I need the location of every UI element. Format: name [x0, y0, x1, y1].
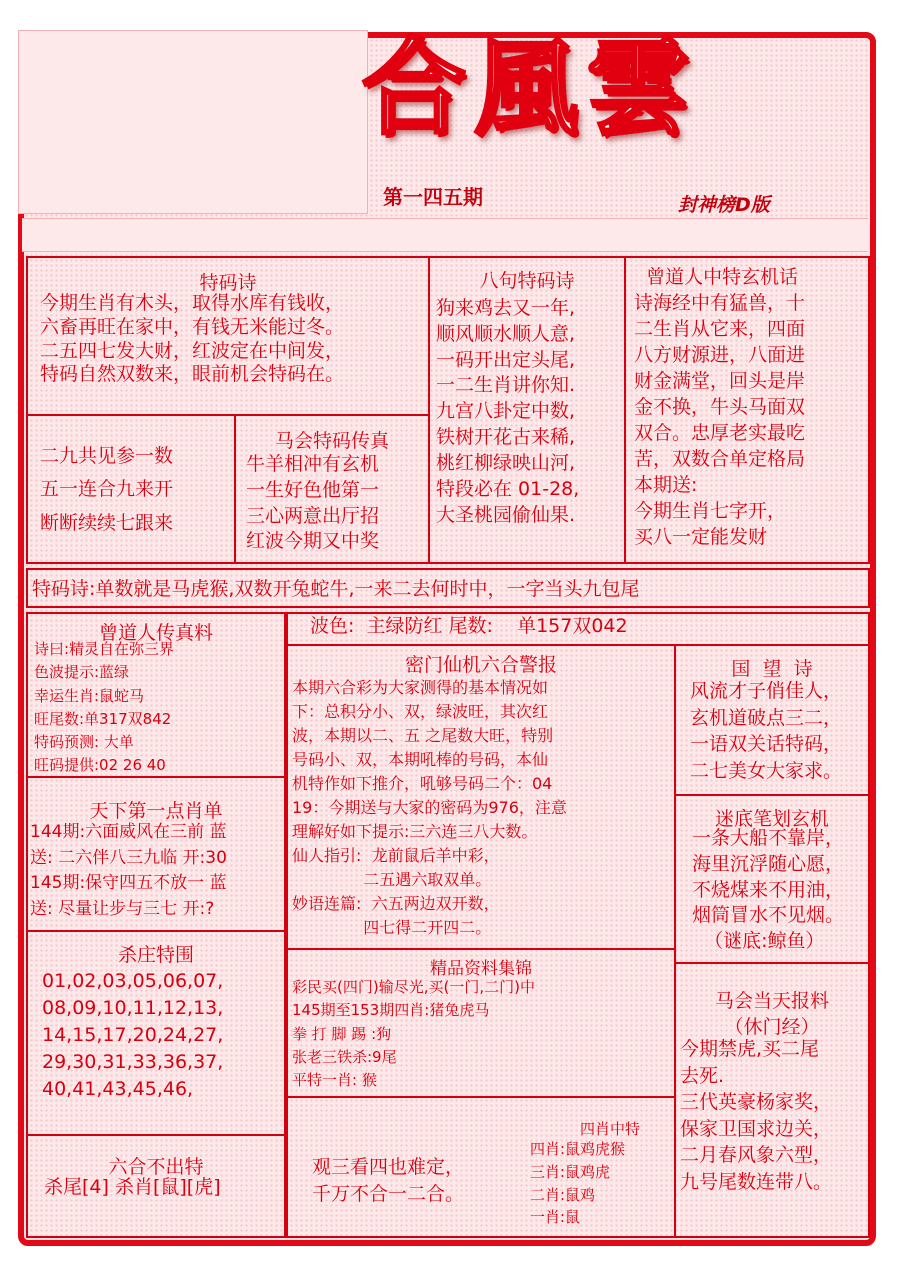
jingpin-lines: 彩民买(四门)输尽光,买(一门,二门)中 145期至153期四肖:猪兔虎马 拳 打 脚 踢 :狗 张老三铁杀:9尾 平特一肖: 猴 [292, 978, 535, 1089]
guowang-lines: 风流才子俏佳人， 玄机道破点三二， 一语双关话特码， 二七美女大家求。 [690, 680, 843, 782]
issue-number: 第一四五期 [383, 185, 483, 209]
poem-title: 特码诗 [199, 272, 257, 294]
tianxia-title: 天下第一点肖单 [89, 800, 223, 822]
mahui-title: 马会特码传真 [274, 430, 389, 452]
edition-label: 封神榜D版 [678, 194, 770, 216]
riddle-lines: 二九共见参一数 五一连合九来开 断断续续七跟来 [40, 445, 174, 534]
banner-text: 特码诗:单数就是马虎猴,双数开兔蛇牛,一来二去何时中，一字当头九包尾 [32, 578, 640, 600]
poem-lines: 今期生肖有木头，取得水库有钱收， 六畜再旺在家中，有钱无米能过冬。 二五四七发大财，红波定在中间发， 特码自然双数来，眼前机会特码在。 [40, 292, 345, 386]
header-band [22, 218, 868, 252]
jingpin-title: 精品资料集锦 [430, 959, 532, 979]
guowang-title: 国 望 诗 [731, 658, 813, 680]
zeng-lines: 诗曰:精灵自在弥三界 色波提示:蓝绿 幸运生肖:鼠蛇马 旺尾数:单317双842 特码预测: 大单 旺码提供:02 26 40 [34, 640, 175, 775]
midi-lines: 一条大船不靠岸， 海里沉浮随心愿， 不烧煤来不用油， 烟筒冒水不见烟。 （谜底:鲸鱼） [692, 827, 845, 953]
secret-lines: 本期六合彩为大家测得的基本情况如 下：总积分小、双，绿波旺，其次红 波，本期以二、五 之尾数大旺，特别 号码小、双，本期吼棒的号码，本仙 机特作如下推介，吼够号码二个：04 19：今期送与大家的密码为976，注意 理解好如下提示:三六连三八大数。 仙人指引: 龙前鼠后羊中彩， 二五遇六取双单。 妙语连篇: 六五两边双开数， 四七得二开四二。 [292, 678, 567, 937]
header-cover-box [18, 30, 368, 214]
midi-title: 迷底笔划玄机 [714, 808, 829, 830]
buchu-line: 杀尾[4] 杀肖[鼠][虎] [44, 1176, 221, 1198]
zeng-title: 曾道人传真料 [98, 622, 213, 644]
mahui-today-title: 马会当天报料 [714, 990, 829, 1012]
shazhuang-title: 杀庄特围 [117, 944, 194, 966]
sixiao-title: 四肖中特 [579, 1120, 640, 1138]
mahui-today-lines: 今期禁虎,买二尾 去死. 三代英豪杨家奖， 保家卫国求边关， 二月春风象六型， 九号尾数连带八。 [680, 1038, 833, 1193]
shazhuang-lines: 01,02,03,05,06,07, 08,09,10,11,12,13, 14,15,17,20,24,27, 29,30,31,33,36,37, 40,41,43,45,46, [42, 970, 224, 1100]
buchu-title: 六合不出特 [108, 1156, 204, 1178]
eight-line-poem-lines: 狗来鸡去又一年, 顺风顺水顺人意, 一码开出定头尾, 一二生肖讲你知. 九宫八卦定中数, 铁树开花古来稀, 桃红柳绿映山河, 特段必在 01-28, 大圣桃园偷仙果. [436, 297, 580, 526]
secret-title: 密门仙机六合警报 [404, 654, 557, 676]
mahui-today-subtitle: （休门经） [724, 1016, 820, 1038]
eight-line-poem-title: 八句特码诗 [479, 270, 575, 292]
tianxia-lines: 144期:六面威风在三前 蓝 送: 二六伴八三九临 开:30 145期:保守四五不放一 蓝 送: 尽量让步与三七 开:? [30, 822, 227, 919]
mahui-lines: 牛羊相冲有玄机 一生好色他第一 三心两意出厅招 红波今期又中奖 [246, 453, 380, 553]
page-title: 合風雲 [362, 26, 699, 149]
zeng-riddle-lines: 曾道人中特玄机话 诗海经中有猛兽，十 二生肖从它来，四面 八方财源进，八面进 财金满堂，回头是岸 金不换，牛头马面双 双合。忠厚老实最吃 苦，双数合单定格局 本期送: 今期生肖七字开， 买八一定能发财 [634, 266, 806, 549]
guan-lines: 观三看四也难定， 千万不合一二合。 [312, 1156, 465, 1205]
sixiao-lines: 四肖:鼠鸡虎猴 三肖:鼠鸡虎 二肖:鼠鸡 一肖:鼠 [530, 1140, 626, 1227]
wave-text: 波色: 主绿防红 尾数: 单157双042 [310, 615, 628, 637]
